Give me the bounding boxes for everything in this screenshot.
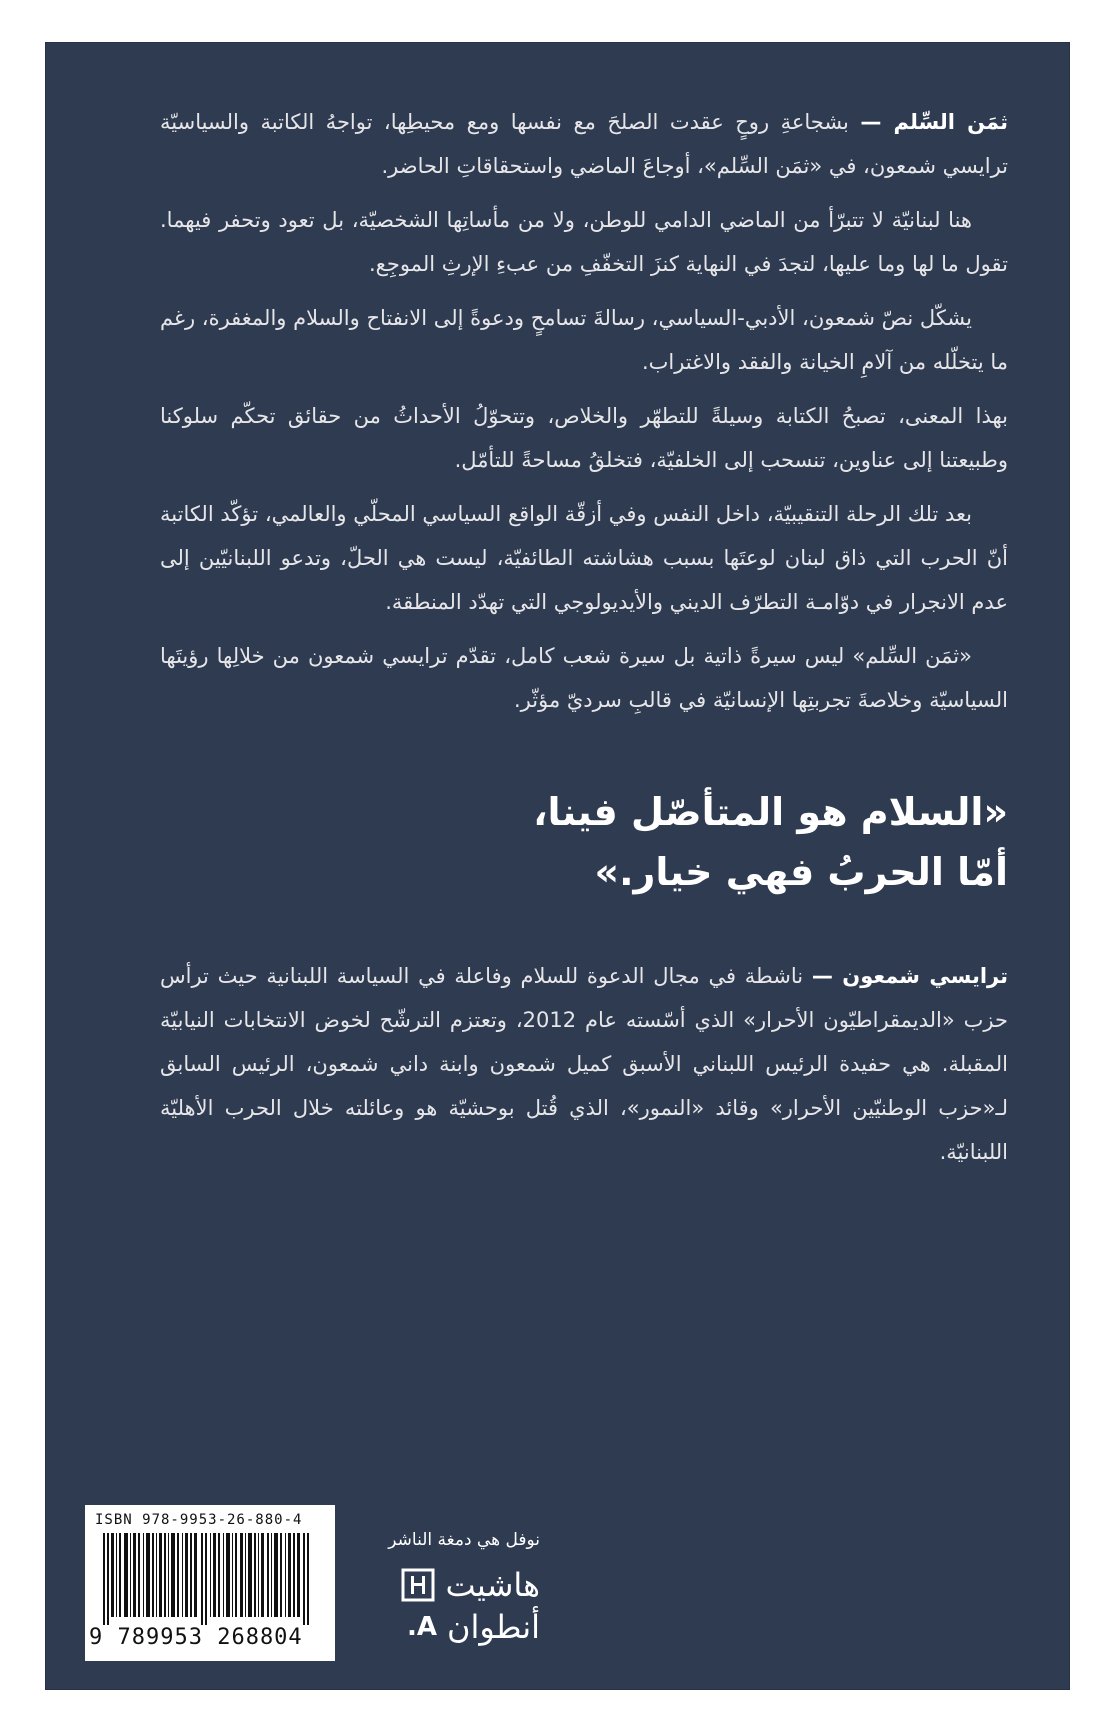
author-bio-lead: ترايسي شمعون — (811, 964, 1008, 988)
publisher-row-hachette (350, 1564, 540, 1606)
paragraph-1 (160, 100, 1008, 188)
paragraph-3: يشكّل نصّ شمعون، الأدبي-السياسي، رسالةَ تسامحٍ ودعوةً إلى الانفتاح والسلام والمغفرة، رغم ما يتخلّله من آلامِ الخيانة والفقد والاغتراب. (160, 306, 1008, 374)
author-bio-text: ناشطة في مجال الدعوة للسلام وفاعلة في السياسة اللبنانية حيث ترأس حزب «الديمقراطيّون الأحرار» الذي أسّسته عام 2012، وتعتزم الترشّح لخوض الانتخابات النيابيّة المقبلة. هي حفيدة الرئيس اللبناني الأسبق كميل شمعون وابنة داني شمعون، الرئيس السابق لـ«حزب الوطنيّين الأحرار» وقائد «النمور»، الذي قُتل بوحشيّة هو وعائلته خلال الحرب الأهليّة اللبنانيّة. (160, 964, 1008, 1164)
paragraph-2: هنا لبنانيّة لا تتبرّأ من الماضي الدامي للوطن، ولا من مأساتِها الشخصيّة، بل تعود وتحفر فيهما. تقول ما لها وما عليها، لتجدَ في النهاية كنزَ التخفّفِ من عبءِ الإرثِ الموجِع. (160, 208, 1008, 276)
publisher-sub: أنطوان (447, 1608, 540, 1646)
publisher-name: هاشيت (445, 1566, 540, 1604)
paragraph-1-lead: ثمَن السِّلم — (860, 110, 1008, 134)
isbn-label: ISBN 978-9953-26-880-4 (95, 1512, 303, 1528)
publisher-block (350, 1530, 540, 1648)
paragraph-6: «ثمَن السِّلم» ليس سيرةً ذاتية بل سيرة شعب كامل، تقدّم ترايسي شمعون من خلالِها رؤيتَها السياسيّة وخلاصةَ تجربتِها الإنسانيّة في قالبِ سرديّ مؤثّر. (160, 644, 1008, 712)
barcode-icon (97, 1533, 323, 1625)
blurb-content (160, 100, 1008, 1184)
publisher-row-antoine (350, 1606, 540, 1648)
author-bio (160, 954, 1008, 1174)
publisher-slogan: نوفل هي دمغة الناشر (388, 1530, 540, 1550)
paragraph-1-text: بشجاعةِ روحٍ عقدت الصلحَ مع نفسها ومع محيطِها، تواجهُ الكاتبة والسياسيّة ترايسي شمعون، في «ثمَن السِّلم»، أوجاعَ الماضي واستحقاقاتِ الحاضر. (160, 110, 1008, 178)
antoine-logo-icon: A. (407, 1612, 438, 1642)
barcode-digits: 9 789953 268804 (89, 1625, 303, 1650)
pull-quote (160, 782, 1008, 902)
hachette-logo-icon (401, 1568, 435, 1602)
back-cover (45, 42, 1070, 1690)
isbn-barcode (85, 1505, 335, 1661)
pull-quote-line-2: أمّا الحربُ فهي خيار.» (594, 850, 1008, 894)
paragraph-5: بعد تلك الرحلة التنقيبيّة، داخل النفس وفي أزقّة الواقع السياسي المحلّي والعالمي، تؤكّد الكاتبة أنّ الحرب التي ذاق لبنان لوعتَها بسبب هشاشته الطائفيّة، ليست هي الحلّ، وتدعو اللبنانيّين إلى عدم الانجرار في دوّامـة التطرّف الديني والأيديولوجي التي تهدّد المنطقة. (160, 502, 1008, 614)
paragraph-4: بهذا المعنى، تصبحُ الكتابة وسيلةً للتطهّر والخلاص، وتتحوّلُ الأحداثُ من حقائق تحكّم سلوكنا وطبيعتنا إلى عناوين، تنسحب إلى الخلفيّة، فتخلقُ مساحةً للتأمّل. (160, 404, 1008, 472)
pull-quote-line-1: «السلام هو المتأصّل فينا، (533, 790, 1008, 834)
